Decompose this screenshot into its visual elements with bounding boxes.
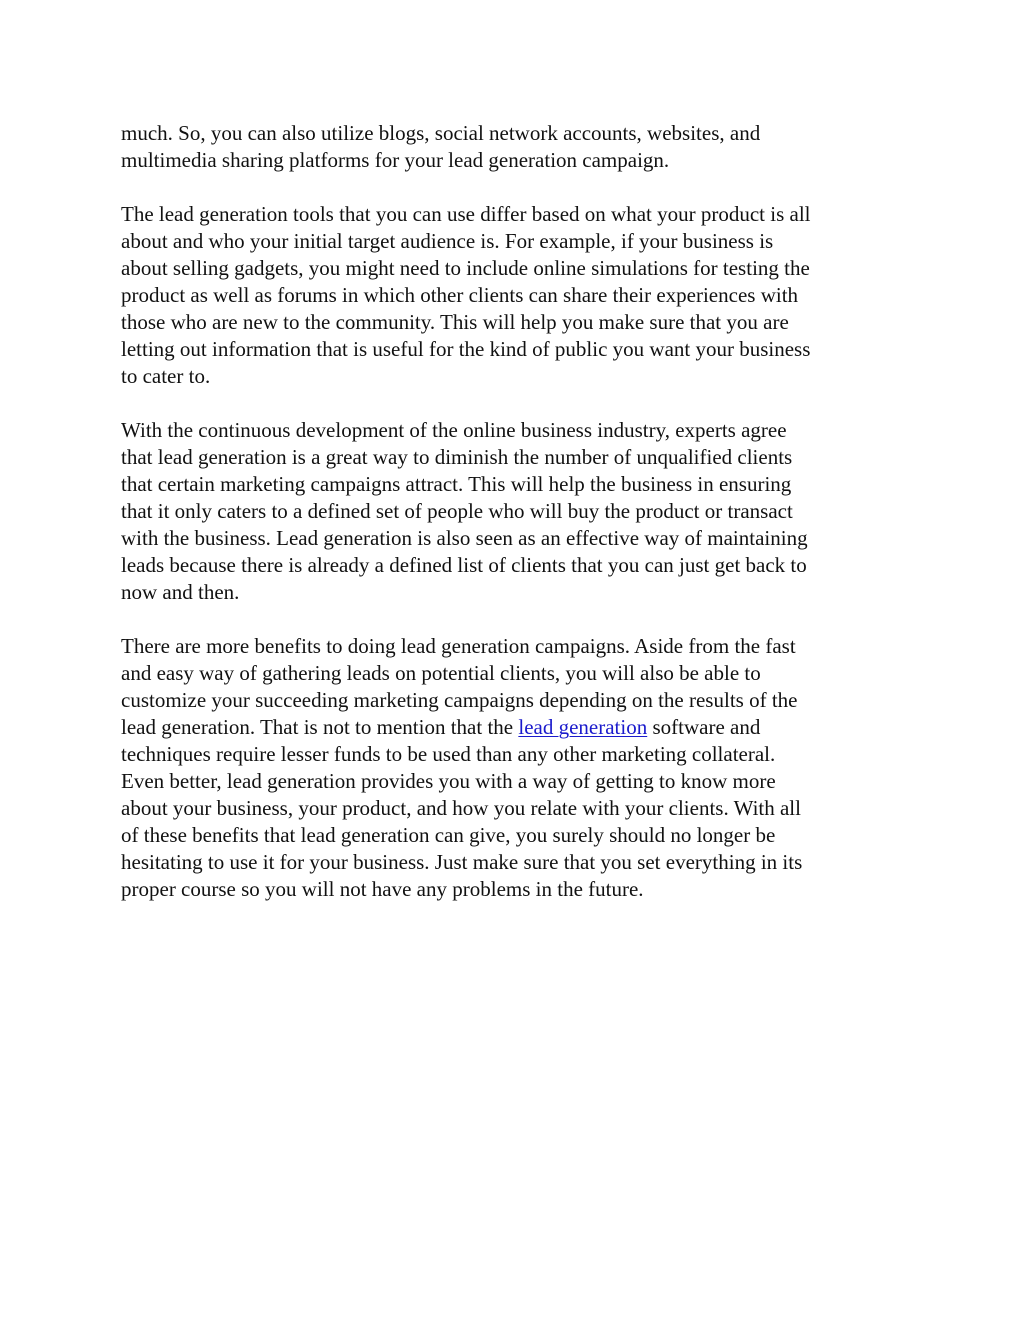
paragraph-4-text-before-link: There are more benefits to doing lead generation campaigns. Aside from the fast and easy way of gathering leads on potential clients, you will also be able to customize your succeeding marketing campaigns depending on the results of the lead generation. That is not to mention that the [121, 634, 798, 739]
paragraph-1: much. So, you can also utilize blogs, social network accounts, websites, and multimedia sharing platforms for your lead generation campaign. [121, 121, 761, 172]
document-page [121, 120, 911, 930]
paragraph-4 [121, 633, 911, 903]
paragraph-3: With the continuous development of the online business industry, experts agree that lead generation is a great way to diminish the number of unqualified clients that certain marketing campaigns attract. This will help the business in ensuring that it only caters to a defined set of people who will buy the product or transact with the business. Lead generation is also seen as an effective way of maintaining leads because there is already a defined list of clients that you can just get back to now and then. [121, 418, 808, 604]
lead-generation-link[interactable]: lead generation [518, 715, 648, 739]
paragraph-4-text-after-link: software and techniques require lesser funds to be used than any other marketing collateral. Even better, lead generation provides you with a way of getting to know more about your business, your product, and how you relate with your clients. With all of these benefits that lead generation can give, you surely should no longer be hesitating to use it for your business. Just make sure that you set everything in its proper course so you will not have any problems in the future. [121, 715, 803, 901]
paragraph-2: The lead generation tools that you can use differ based on what your product is all about and who your initial target audience is. For example, if your business is about selling gadgets, you might need to include online simulations for testing the product as well as forums in which other clients can share their experiences with those who are new to the community. This will help you make sure that you are letting out information that is useful for the kind of public you want your business to cater to. [121, 202, 811, 388]
